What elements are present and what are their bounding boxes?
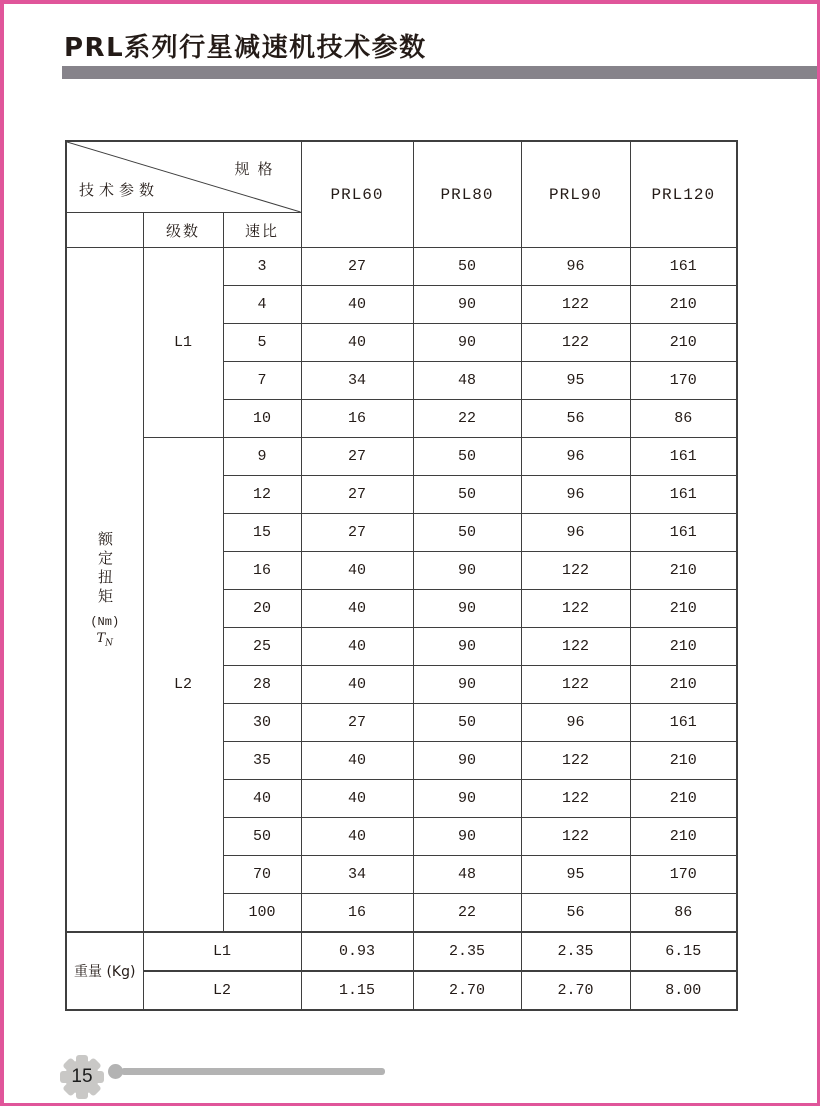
ratio-cell: 10 (223, 400, 301, 438)
value-cell: 90 (413, 628, 521, 666)
value-cell: 40 (301, 818, 413, 856)
value-cell: 34 (301, 362, 413, 400)
value-cell: 210 (630, 324, 737, 362)
value-cell: 27 (301, 476, 413, 514)
ratio-cell: 15 (223, 514, 301, 552)
page-title: PRL系列行星减速机技术参数 (64, 33, 427, 63)
value-cell: 40 (301, 324, 413, 362)
model-header-prl90: PRL90 (521, 141, 630, 248)
value-cell: 161 (630, 248, 737, 286)
header-row-models (66, 141, 737, 213)
ratio-cell: 100 (223, 894, 301, 933)
value-cell: 210 (630, 666, 737, 704)
value-cell: 40 (301, 742, 413, 780)
value-cell: 50 (413, 248, 521, 286)
ratio-cell: 30 (223, 704, 301, 742)
value-cell: 90 (413, 742, 521, 780)
value-cell: 50 (413, 704, 521, 742)
value-cell: 90 (413, 666, 521, 704)
data-row (66, 438, 737, 476)
ratio-cell: 70 (223, 856, 301, 894)
value-cell: 86 (630, 894, 737, 933)
value-cell: 170 (630, 362, 737, 400)
value-cell: 210 (630, 286, 737, 324)
value-cell: 210 (630, 818, 737, 856)
ratio-header: 速比 (223, 213, 301, 248)
value-cell: 96 (521, 248, 630, 286)
value-cell: 122 (521, 590, 630, 628)
value-cell: 27 (301, 438, 413, 476)
footer-rule-line (121, 1068, 385, 1075)
value-cell: 48 (413, 856, 521, 894)
ratio-cell: 20 (223, 590, 301, 628)
weight-value-cell: 2.70 (413, 971, 521, 1010)
weight-value-cell: 1.15 (301, 971, 413, 1010)
corner-spec-label: 规格 (234, 160, 281, 178)
value-cell: 90 (413, 590, 521, 628)
value-cell: 122 (521, 780, 630, 818)
weight-stage-cell: L2 (143, 971, 301, 1010)
title-underline-bar (62, 66, 817, 79)
value-cell: 27 (301, 704, 413, 742)
value-cell: 22 (413, 894, 521, 933)
value-cell: 122 (521, 552, 630, 590)
weight-value-cell: 0.93 (301, 932, 413, 971)
value-cell: 90 (413, 552, 521, 590)
stage-header: 级数 (143, 213, 223, 248)
weight-row (66, 971, 737, 1010)
value-cell: 22 (413, 400, 521, 438)
value-cell: 96 (521, 514, 630, 552)
value-cell: 16 (301, 400, 413, 438)
value-cell: 40 (301, 628, 413, 666)
value-cell: 40 (301, 666, 413, 704)
weight-row (66, 932, 737, 971)
value-cell: 27 (301, 248, 413, 286)
model-header-prl120: PRL120 (630, 141, 737, 248)
weight-value-cell: 2.35 (521, 932, 630, 971)
ratio-cell: 4 (223, 286, 301, 324)
value-cell: 34 (301, 856, 413, 894)
value-cell: 40 (301, 780, 413, 818)
value-cell: 122 (521, 628, 630, 666)
value-cell: 27 (301, 514, 413, 552)
value-cell: 90 (413, 818, 521, 856)
torque-label (67, 531, 143, 649)
ratio-cell: 50 (223, 818, 301, 856)
value-cell: 210 (630, 742, 737, 780)
ratio-cell: 28 (223, 666, 301, 704)
stage-cell: L1 (143, 248, 223, 438)
ratio-cell: 9 (223, 438, 301, 476)
value-cell: 122 (521, 324, 630, 362)
model-header-prl80: PRL80 (413, 141, 521, 248)
value-cell: 48 (413, 362, 521, 400)
gear-icon (58, 1053, 106, 1101)
value-cell: 50 (413, 476, 521, 514)
value-cell: 90 (413, 324, 521, 362)
ratio-cell: 3 (223, 248, 301, 286)
weight-label-cell: 重量 (Kg) (66, 932, 143, 1010)
torque-label-cell (66, 248, 143, 933)
stage-cell: L2 (143, 438, 223, 933)
ratio-cell: 16 (223, 552, 301, 590)
blank-header-cell (66, 213, 143, 248)
spec-table (65, 140, 738, 1011)
data-row (66, 248, 737, 286)
value-cell: 40 (301, 552, 413, 590)
ratio-cell: 7 (223, 362, 301, 400)
diagonal-header-cell (66, 141, 301, 213)
page-number: 15 (71, 1066, 93, 1087)
value-cell: 122 (521, 818, 630, 856)
value-cell: 95 (521, 856, 630, 894)
ratio-cell: 35 (223, 742, 301, 780)
value-cell: 86 (630, 400, 737, 438)
value-cell: 161 (630, 438, 737, 476)
ratio-cell: 12 (223, 476, 301, 514)
value-cell: 16 (301, 894, 413, 933)
ratio-cell: 5 (223, 324, 301, 362)
value-cell: 122 (521, 742, 630, 780)
value-cell: 56 (521, 400, 630, 438)
value-cell: 170 (630, 856, 737, 894)
value-cell: 96 (521, 438, 630, 476)
model-header-prl60: PRL60 (301, 141, 413, 248)
ratio-cell: 25 (223, 628, 301, 666)
value-cell: 95 (521, 362, 630, 400)
value-cell: 122 (521, 666, 630, 704)
ratio-cell: 40 (223, 780, 301, 818)
value-cell: 210 (630, 628, 737, 666)
value-cell: 210 (630, 552, 737, 590)
weight-value-cell: 6.15 (630, 932, 737, 971)
corner-param-label: 技术参数 (79, 181, 160, 199)
value-cell: 40 (301, 286, 413, 324)
weight-value-cell: 2.35 (413, 932, 521, 971)
value-cell: 161 (630, 514, 737, 552)
value-cell: 96 (521, 476, 630, 514)
value-cell: 90 (413, 780, 521, 818)
value-cell: 161 (630, 476, 737, 514)
value-cell: 56 (521, 894, 630, 933)
torque-unit: (Nm) (90, 614, 120, 629)
value-cell: 50 (413, 438, 521, 476)
weight-value-cell: 8.00 (630, 971, 737, 1010)
torque-label-vertical: 额定扭矩 (96, 530, 114, 607)
value-cell: 210 (630, 780, 737, 818)
weight-value-cell: 2.70 (521, 971, 630, 1010)
value-cell: 50 (413, 514, 521, 552)
value-cell: 122 (521, 286, 630, 324)
value-cell: 161 (630, 704, 737, 742)
value-cell: 40 (301, 590, 413, 628)
value-cell: 90 (413, 286, 521, 324)
torque-symbol: $T_N$ (96, 630, 114, 649)
value-cell: 96 (521, 704, 630, 742)
weight-stage-cell: L1 (143, 932, 301, 971)
value-cell: 210 (630, 590, 737, 628)
